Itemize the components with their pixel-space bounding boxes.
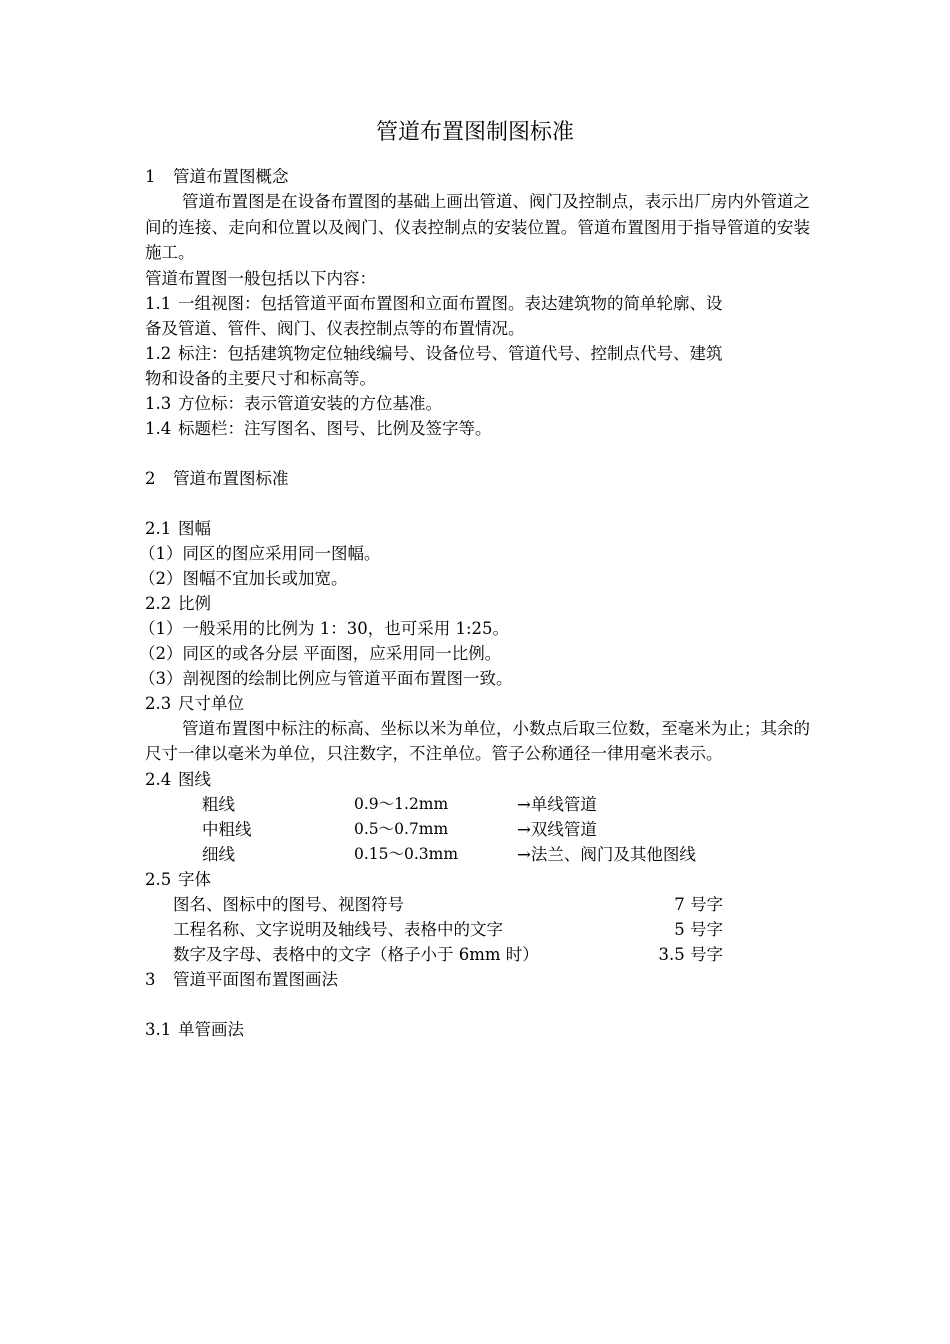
line-type-width: 0.15～0.3mm <box>354 844 459 863</box>
section-number: 3 <box>145 969 156 989</box>
document-body <box>139 164 810 1042</box>
section-1-heading <box>145 164 810 189</box>
spacer <box>145 441 810 466</box>
subsection-number: 2.5 <box>145 869 172 889</box>
font-size: 7 号字 <box>674 894 723 914</box>
subsection-number: 2.4 <box>145 769 172 789</box>
line-type-row <box>145 792 810 817</box>
list-item: （1）同区的图应采用同一图幅。 <box>139 543 381 563</box>
line-type-use: →法兰、阀门及其他图线 <box>517 844 696 864</box>
section-number: 2 <box>145 468 156 488</box>
line-type-name: 细线 <box>202 844 235 864</box>
item-text: 方位标：表示管道安装的方位基准。 <box>178 393 442 413</box>
spacer <box>145 992 810 1017</box>
spacer <box>145 491 810 516</box>
subsection-title: 图幅 <box>178 518 211 538</box>
font-usage: 数字及字母、表格中的文字（格子小于 6mm 时） <box>173 944 539 964</box>
section-2-1-heading <box>145 516 810 541</box>
line-type-use: →单线管道 <box>517 794 597 814</box>
subsection-title: 单管画法 <box>178 1019 244 1039</box>
item-number: 1.4 <box>145 418 172 438</box>
item-number: 1.1 <box>145 293 172 313</box>
section-3-1-heading <box>145 1017 810 1042</box>
list-item: （2）同区的或各分层 平面图，应采用同一比例。 <box>139 643 502 663</box>
section-2-4-heading <box>145 767 810 792</box>
document-title: 管道布置图制图标准 <box>375 120 574 145</box>
font-size: 3.5 号字 <box>658 944 723 964</box>
section-title: 管道平面图布置图画法 <box>173 969 338 989</box>
list-item: （2）图幅不宜加长或加宽。 <box>139 568 348 588</box>
subsection-title: 字体 <box>178 869 211 889</box>
item-1-4 <box>145 416 810 441</box>
item-1-3 <box>145 391 810 416</box>
font-size-row <box>145 917 810 942</box>
line-type-name: 中粗线 <box>202 819 252 839</box>
font-usage: 图名、图标中的图号、视图符号 <box>173 894 404 914</box>
subsection-number: 2.3 <box>145 693 172 713</box>
line-type-row <box>145 842 810 867</box>
line-type-width: 0.5～0.7mm <box>354 819 449 838</box>
item-1-1-continued: 备及管道、管件、阀门、仪表控制点等的布置情况。 <box>145 318 525 338</box>
subsection-number: 3.1 <box>145 1019 172 1039</box>
section-1-intro: 管道布置图一般包括以下内容： <box>145 268 376 288</box>
section-title: 管道布置图概念 <box>173 167 289 186</box>
item-1-1 <box>145 291 810 316</box>
list-item: （1）一般采用的比例为 1：30，也可采用 1:25。 <box>139 618 510 638</box>
item-text: 一组视图：包括管道平面布置图和立面布置图。表达建筑物的简单轮廓、设 <box>178 293 723 313</box>
section-1-paragraph: 管道布置图是在设备布置图的基础上画出管道、阀门及控制点，表示出厂房内外管道之间的连接、走向和位置以及阀门、仪表控制点的安装位置。管道布置图用于指导管道的安装施工。 <box>145 192 810 262</box>
line-type-use: →双线管道 <box>517 819 597 839</box>
item-1-2 <box>145 341 810 366</box>
font-size-row <box>145 942 810 967</box>
section-2-5-heading <box>145 867 810 892</box>
subsection-title: 比例 <box>178 593 211 613</box>
section-title: 管道布置图标准 <box>173 468 289 488</box>
subsection-number: 2.1 <box>145 518 172 538</box>
item-1-2-continued: 物和设备的主要尺寸和标高等。 <box>145 368 376 388</box>
font-size: 5 号字 <box>674 919 723 939</box>
list-item: （3）剖视图的绘制比例应与管道平面布置图一致。 <box>139 668 513 688</box>
subsection-title: 图线 <box>178 769 211 789</box>
subsection-number: 2.2 <box>145 593 172 613</box>
section-2-3-paragraph: 管道布置图中标注的标高、坐标以米为单位，小数点后取三位数，至毫米为止；其余的尺寸一律以毫米为单位，只注数字，不注单位。管子公称通径一律用毫米表示。 <box>145 718 810 763</box>
item-number: 1.2 <box>145 343 172 363</box>
section-3-heading <box>145 967 810 992</box>
section-2-3-heading <box>145 691 810 716</box>
item-text: 标题栏：注写图名、图号、比例及签字等。 <box>178 418 492 438</box>
section-2-heading <box>145 466 810 491</box>
line-type-width: 0.9～1.2mm <box>354 794 449 813</box>
item-number: 1.3 <box>145 393 172 413</box>
item-text: 标注：包括建筑物定位轴线编号、设备位号、管道代号、控制点代号、建筑 <box>178 343 723 363</box>
subsection-title: 尺寸单位 <box>178 693 244 713</box>
section-2-2-heading <box>145 591 810 616</box>
section-number: 1 <box>145 167 156 186</box>
font-usage: 工程名称、文字说明及轴线号、表格中的文字 <box>173 919 503 939</box>
line-type-name: 粗线 <box>202 794 235 814</box>
font-size-row <box>145 892 810 917</box>
line-type-row <box>145 817 810 842</box>
